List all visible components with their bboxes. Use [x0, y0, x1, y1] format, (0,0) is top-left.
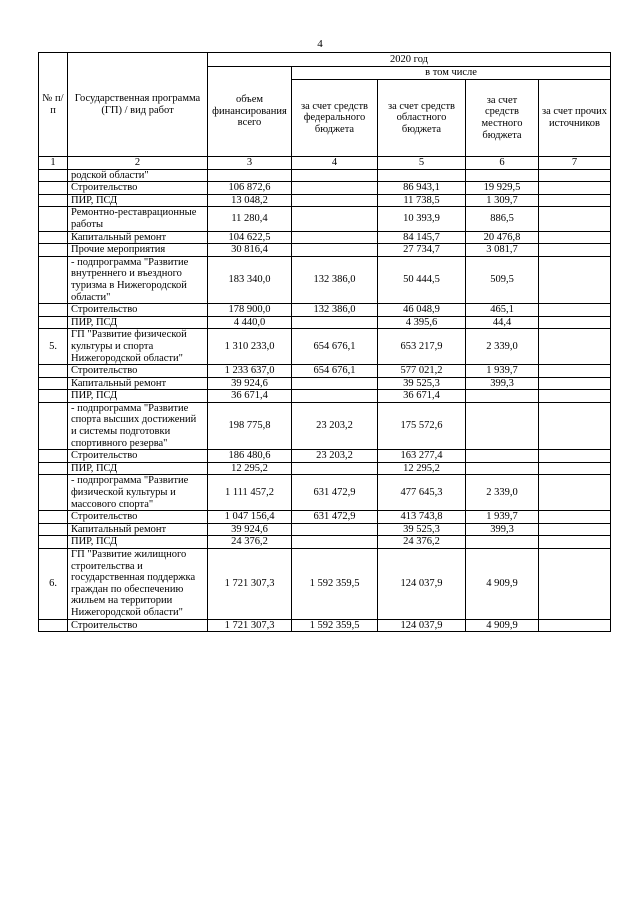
other-value — [539, 377, 611, 390]
federal-value — [292, 390, 378, 403]
table-row — [39, 390, 611, 403]
total-value: 1 310 233,0 — [208, 329, 292, 365]
total-value: 1 047 156,4 — [208, 511, 292, 524]
row-name: - подпрограмма "Развитие спорта высших достижений и системы подготовки спортивного резерва" — [68, 402, 208, 449]
row-number: 5. — [39, 329, 68, 365]
table-row — [39, 402, 611, 449]
local-value — [466, 450, 539, 463]
table-row — [39, 244, 611, 257]
table-row — [39, 475, 611, 511]
table-row — [39, 365, 611, 378]
row-name: Прочие мероприятия — [68, 244, 208, 257]
regional-value: 577 021,2 — [378, 365, 466, 378]
row-number — [39, 523, 68, 536]
federal-value: 23 203,2 — [292, 450, 378, 463]
row-number — [39, 231, 68, 244]
table-row — [39, 619, 611, 632]
column-number: 1 — [39, 157, 68, 170]
total-value: 39 924,6 — [208, 377, 292, 390]
column-number: 5 — [378, 157, 466, 170]
federal-value — [292, 207, 378, 231]
row-name: - подпрограмма "Развитие внутреннего и въездного туризма в Нижегородской области" — [68, 256, 208, 303]
other-value — [539, 523, 611, 536]
row-number — [39, 619, 68, 632]
federal-value — [292, 194, 378, 207]
total-value: 198 775,8 — [208, 402, 292, 449]
row-name: - подпрограмма "Развитие физической культуры и массового спорта" — [68, 475, 208, 511]
other-value — [539, 402, 611, 449]
row-name: Строительство — [68, 365, 208, 378]
other-value — [539, 462, 611, 475]
federal-value: 1 592 359,5 — [292, 619, 378, 632]
row-number — [39, 244, 68, 257]
other-value — [539, 365, 611, 378]
table-row — [39, 450, 611, 463]
row-name: Строительство — [68, 511, 208, 524]
other-value — [539, 316, 611, 329]
header-col-local: за счет средств местного бюджета — [466, 80, 539, 157]
local-value: 1 939,7 — [466, 511, 539, 524]
row-number — [39, 316, 68, 329]
column-number: 3 — [208, 157, 292, 170]
local-value: 886,5 — [466, 207, 539, 231]
row-name: ГП "Развитие физической культуры и спорта Нижегородской области" — [68, 329, 208, 365]
federal-value — [292, 377, 378, 390]
total-value: 13 048,2 — [208, 194, 292, 207]
local-value: 465,1 — [466, 304, 539, 317]
total-value: 24 376,2 — [208, 536, 292, 549]
regional-value: 653 217,9 — [378, 329, 466, 365]
table-row — [39, 231, 611, 244]
regional-value: 413 743,8 — [378, 511, 466, 524]
local-value — [466, 402, 539, 449]
row-number — [39, 536, 68, 549]
row-number — [39, 475, 68, 511]
federal-value: 654 676,1 — [292, 329, 378, 365]
regional-value: 12 295,2 — [378, 462, 466, 475]
table-row — [39, 523, 611, 536]
row-name: ПИР, ПСД — [68, 194, 208, 207]
table-row — [39, 316, 611, 329]
federal-value — [292, 536, 378, 549]
row-name: Ремонтно-реставрационные работы — [68, 207, 208, 231]
local-value — [466, 462, 539, 475]
total-value: 186 480,6 — [208, 450, 292, 463]
row-name: Строительство — [68, 304, 208, 317]
federal-value: 631 472,9 — [292, 475, 378, 511]
local-value: 399,3 — [466, 523, 539, 536]
total-value: 1 721 307,3 — [208, 549, 292, 620]
total-value: 36 671,4 — [208, 390, 292, 403]
table-row — [39, 207, 611, 231]
local-value: 20 476,8 — [466, 231, 539, 244]
local-value: 2 339,0 — [466, 329, 539, 365]
other-value — [539, 511, 611, 524]
financing-table — [38, 52, 611, 632]
regional-value: 175 572,6 — [378, 402, 466, 449]
regional-value: 50 444,5 — [378, 256, 466, 303]
column-number: 2 — [68, 157, 208, 170]
total-value: 30 816,4 — [208, 244, 292, 257]
header-col-federal: за счет средств федерального бюджета — [292, 80, 378, 157]
total-value: 178 900,0 — [208, 304, 292, 317]
federal-value: 1 592 359,5 — [292, 549, 378, 620]
local-value: 19 929,5 — [466, 182, 539, 195]
regional-value: 124 037,9 — [378, 619, 466, 632]
total-value — [208, 169, 292, 182]
row-number — [39, 169, 68, 182]
regional-value: 24 376,2 — [378, 536, 466, 549]
total-value: 1 233 637,0 — [208, 365, 292, 378]
other-value — [539, 256, 611, 303]
other-value — [539, 169, 611, 182]
row-number — [39, 390, 68, 403]
federal-value: 654 676,1 — [292, 365, 378, 378]
regional-value: 39 525,3 — [378, 523, 466, 536]
regional-value: 46 048,9 — [378, 304, 466, 317]
row-number — [39, 365, 68, 378]
federal-value — [292, 231, 378, 244]
local-value: 1 939,7 — [466, 365, 539, 378]
federal-value — [292, 244, 378, 257]
row-number — [39, 256, 68, 303]
header-col-no: № п/п — [39, 53, 68, 157]
column-number: 7 — [539, 157, 611, 170]
regional-value: 10 393,9 — [378, 207, 466, 231]
local-value: 4 909,9 — [466, 619, 539, 632]
row-number — [39, 511, 68, 524]
federal-value: 132 386,0 — [292, 256, 378, 303]
local-value: 44,4 — [466, 316, 539, 329]
row-name: ПИР, ПСД — [68, 536, 208, 549]
table-row — [39, 462, 611, 475]
total-value: 11 280,4 — [208, 207, 292, 231]
federal-value: 631 472,9 — [292, 511, 378, 524]
row-name: Строительство — [68, 450, 208, 463]
header-including: в том числе — [292, 67, 611, 80]
regional-value: 39 525,3 — [378, 377, 466, 390]
table-row — [39, 511, 611, 524]
other-value — [539, 244, 611, 257]
federal-value — [292, 182, 378, 195]
other-value — [539, 231, 611, 244]
column-number: 6 — [466, 157, 539, 170]
local-value: 509,5 — [466, 256, 539, 303]
table-row — [39, 169, 611, 182]
other-value — [539, 329, 611, 365]
local-value: 399,3 — [466, 377, 539, 390]
total-value: 104 622,5 — [208, 231, 292, 244]
regional-value: 36 671,4 — [378, 390, 466, 403]
total-value: 4 440,0 — [208, 316, 292, 329]
other-value — [539, 549, 611, 620]
table-row — [39, 256, 611, 303]
row-number — [39, 402, 68, 449]
local-value: 2 339,0 — [466, 475, 539, 511]
header-col-regional: за счет средств областного бюджета — [378, 80, 466, 157]
regional-value: 124 037,9 — [378, 549, 466, 620]
other-value — [539, 194, 611, 207]
regional-value: 163 277,4 — [378, 450, 466, 463]
federal-value — [292, 316, 378, 329]
regional-value: 86 943,1 — [378, 182, 466, 195]
row-name: Капитальный ремонт — [68, 523, 208, 536]
row-name: ПИР, ПСД — [68, 462, 208, 475]
total-value: 183 340,0 — [208, 256, 292, 303]
row-name: Строительство — [68, 619, 208, 632]
total-value: 12 295,2 — [208, 462, 292, 475]
federal-value — [292, 523, 378, 536]
row-number — [39, 304, 68, 317]
row-number — [39, 450, 68, 463]
regional-value: 477 645,3 — [378, 475, 466, 511]
other-value — [539, 450, 611, 463]
header-col-total: объем финансирования всего — [208, 67, 292, 157]
federal-value: 132 386,0 — [292, 304, 378, 317]
row-number — [39, 377, 68, 390]
regional-value: 84 145,7 — [378, 231, 466, 244]
total-value: 106 872,6 — [208, 182, 292, 195]
row-name: ПИР, ПСД — [68, 390, 208, 403]
federal-value — [292, 169, 378, 182]
local-value: 4 909,9 — [466, 549, 539, 620]
row-number — [39, 207, 68, 231]
other-value — [539, 304, 611, 317]
page-number: 4 — [317, 38, 323, 50]
local-value: 3 081,7 — [466, 244, 539, 257]
row-number — [39, 462, 68, 475]
row-name: ГП "Развитие жилищного строительства и государственная поддержка граждан по обеспечению жильем на территории Нижегородской области" — [68, 549, 208, 620]
federal-value: 23 203,2 — [292, 402, 378, 449]
regional-value: 11 738,5 — [378, 194, 466, 207]
table-body — [39, 169, 611, 632]
local-value: 1 309,7 — [466, 194, 539, 207]
table-row — [39, 304, 611, 317]
table-row — [39, 182, 611, 195]
row-number: 6. — [39, 549, 68, 620]
regional-value: 27 734,7 — [378, 244, 466, 257]
total-value: 1 111 457,2 — [208, 475, 292, 511]
other-value — [539, 390, 611, 403]
local-value — [466, 536, 539, 549]
row-name: ПИР, ПСД — [68, 316, 208, 329]
header-col-program: Государственная программа (ГП) / вид работ — [68, 53, 208, 157]
column-numbers-row — [39, 157, 611, 170]
header-year: 2020 год — [208, 53, 611, 67]
row-name: Капитальный ремонт — [68, 377, 208, 390]
row-name: Капитальный ремонт — [68, 231, 208, 244]
regional-value — [378, 169, 466, 182]
total-value: 1 721 307,3 — [208, 619, 292, 632]
row-name: Строительство — [68, 182, 208, 195]
header-col-other: за счет прочих источников — [539, 80, 611, 157]
table-row — [39, 536, 611, 549]
regional-value: 4 395,6 — [378, 316, 466, 329]
column-number: 4 — [292, 157, 378, 170]
other-value — [539, 536, 611, 549]
local-value — [466, 390, 539, 403]
local-value — [466, 169, 539, 182]
row-number — [39, 194, 68, 207]
other-value — [539, 207, 611, 231]
other-value — [539, 475, 611, 511]
table-row — [39, 549, 611, 620]
table-row — [39, 377, 611, 390]
table-row — [39, 194, 611, 207]
row-number — [39, 182, 68, 195]
federal-value — [292, 462, 378, 475]
total-value: 39 924,6 — [208, 523, 292, 536]
other-value — [539, 182, 611, 195]
other-value — [539, 619, 611, 632]
row-name: родской области" — [68, 169, 208, 182]
table-row — [39, 329, 611, 365]
